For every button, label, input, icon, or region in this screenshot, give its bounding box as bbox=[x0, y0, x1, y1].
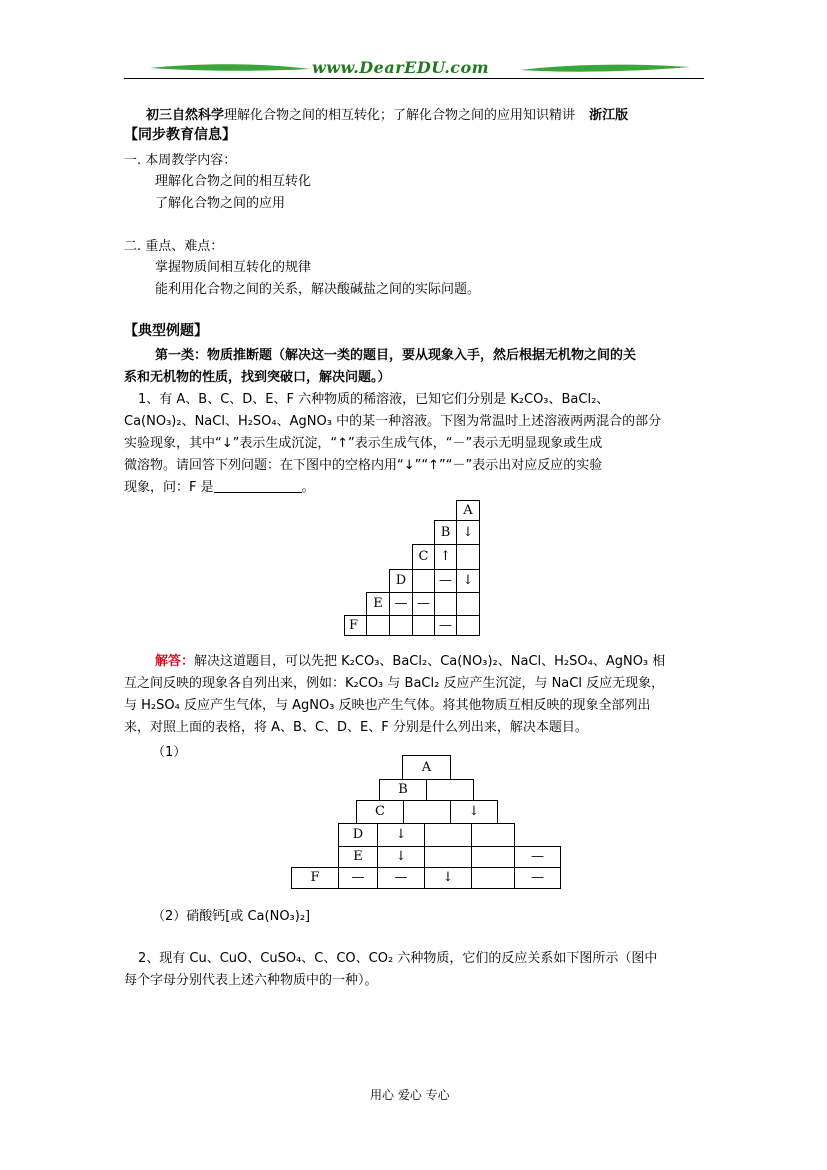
t2-cell-f-4[interactable] bbox=[471, 867, 515, 889]
answer-text-1: 解决这道题目，可以先把 K₂CO₃、BaCl₂、Ca(NO₃)₂、NaCl、H₂SO₄、AgNO₃ 相 bbox=[194, 654, 666, 669]
t2-cell-e-2[interactable] bbox=[424, 846, 472, 868]
part1-item-1: 理解化合物之间的相互转化 bbox=[155, 174, 312, 189]
t2-cell-d-3[interactable] bbox=[471, 823, 515, 847]
q1-line2: Ca(NO₃)₂、NaCl、H₂SO₄、AgNO₃ 中的某一种溶液。下图为常温时上述溶液两两混合的部分 bbox=[124, 414, 662, 429]
section-sync-heading: 【同步教育信息】 bbox=[124, 127, 236, 143]
answer-part1-label: （1） bbox=[152, 745, 187, 760]
answer-part2: （2）硝酸钙[或 Ca(NO₃)₂] bbox=[152, 909, 311, 924]
t1-label-a: A bbox=[456, 500, 480, 521]
t1-cell-d-b: — bbox=[434, 569, 457, 593]
q2-line2: 每个字母分别代表上述六种物质中的一种）。 bbox=[124, 973, 378, 988]
q1-prompt: 现象，问：F 是 bbox=[124, 480, 214, 495]
t2-cell-c-a: ↓ bbox=[450, 800, 498, 824]
page-footer: 用心 爱心 专心 bbox=[370, 1088, 450, 1102]
t2-label-b: B bbox=[379, 779, 427, 801]
t2-cell-c-b[interactable] bbox=[403, 800, 451, 824]
t2-cell-d-2[interactable] bbox=[424, 823, 472, 847]
t2-cell-f-5: — bbox=[514, 867, 561, 889]
category1-line2: 系和无机物的性质，找到突破口，解决问题。） bbox=[124, 370, 391, 385]
q1-line4: 微溶物。请回答下列问题：在下图中的空格内用“↓”“↑”“－”表示出对应反应的实验 bbox=[124, 458, 603, 473]
q1-line3: 实验现象，其中“↓”表示生成沉淀，“↑”表示生成气体，“－”表示无明显现象或生成 bbox=[124, 436, 603, 451]
t2-label-e: E bbox=[338, 846, 378, 868]
part2-heading: 二. 重点、难点： bbox=[124, 239, 224, 254]
answer-label: 解答： bbox=[155, 654, 195, 669]
t1-label-f: F bbox=[344, 615, 367, 636]
t1-cell-e-a[interactable] bbox=[456, 592, 480, 616]
t1-cell-e-d: — bbox=[389, 592, 413, 616]
t2-label-a: A bbox=[402, 755, 451, 780]
t1-cell-f-b: — bbox=[434, 615, 457, 636]
t1-label-e: E bbox=[366, 592, 390, 616]
t1-label-b: B bbox=[434, 520, 457, 545]
t2-cell-f-2: — bbox=[377, 867, 425, 889]
site-logo[interactable]: www.DearEDU.com bbox=[312, 58, 490, 77]
part1-heading: 一. 本周教学内容： bbox=[124, 153, 237, 168]
part1-item-2: 了解化合物之间的应用 bbox=[155, 196, 286, 211]
t1-cell-f-a[interactable] bbox=[456, 615, 480, 636]
t1-label-d: D bbox=[389, 569, 413, 593]
q1-line5 bbox=[124, 476, 315, 495]
part2-item-2: 能利用化合物之间的关系，解决酸碱盐之间的实际问题。 bbox=[155, 282, 481, 297]
answer-line2: 互之间反映的现象各自列出来，例如：K₂CO₃ 与 BaCl₂ 反应产生沉淀，与 NaCl 反应无现象， bbox=[124, 676, 665, 691]
t2-cell-f-3: ↓ bbox=[424, 867, 472, 889]
t2-cell-e-3[interactable] bbox=[471, 846, 515, 868]
q1-blank-end: 。 bbox=[301, 480, 315, 495]
t2-cell-e-1: ↓ bbox=[377, 846, 425, 868]
t2-label-f: F bbox=[291, 867, 339, 889]
q2-line1: 2、现有 Cu、CuO、CuSO₄、C、CO、CO₂ 六种物质，它们的反应关系如下图所示（图中 bbox=[138, 951, 658, 966]
title-subject: 初三自然科学 bbox=[146, 108, 225, 123]
section-examples-heading: 【典型例题】 bbox=[124, 323, 208, 339]
t2-cell-b-a[interactable] bbox=[426, 779, 474, 801]
t2-label-d: D bbox=[338, 823, 378, 847]
t1-cell-f-d[interactable] bbox=[389, 615, 413, 636]
page-title bbox=[146, 104, 628, 123]
t1-cell-d-a: ↓ bbox=[456, 569, 480, 593]
answer-line3: 与 H₂SO₄ 反应产生气体，与 AgNO₃ 反映也产生气体。将其他物质互相反映的现象全部列出 bbox=[124, 698, 651, 713]
t1-label-c: C bbox=[412, 544, 435, 570]
t1-cell-b-a: ↓ bbox=[456, 520, 480, 545]
t2-cell-f-1: — bbox=[338, 867, 378, 889]
t2-label-c: C bbox=[356, 800, 404, 824]
t1-cell-e-c: — bbox=[412, 592, 435, 616]
q1-line1: 1、有 A、B、C、D、E、F 六种物质的稀溶液，已知它们分别是 K₂CO₃、BaCl₂、 bbox=[138, 392, 610, 407]
answer-line4: 来，对照上面的表格，将 A、B、C、D、E、F 分别是什么列出来，解决本题目。 bbox=[124, 720, 588, 735]
category1-line1: 第一类：物质推断题（解决这一类的题目，要从现象入手，然后根据无机物之间的关 bbox=[155, 348, 637, 363]
title-edition: 浙江版 bbox=[589, 108, 629, 123]
header-rule bbox=[124, 78, 704, 79]
answer-line1 bbox=[155, 650, 665, 669]
t1-cell-e-b[interactable] bbox=[434, 592, 457, 616]
t1-cell-f-c[interactable] bbox=[412, 615, 435, 636]
t1-cell-c-a[interactable] bbox=[456, 544, 480, 570]
t2-cell-d-1: ↓ bbox=[377, 823, 425, 847]
t2-cell-e-4: — bbox=[514, 846, 561, 868]
t1-cell-f-e[interactable] bbox=[366, 615, 390, 636]
part2-item-1: 掌握物质间相互转化的规律 bbox=[155, 260, 312, 275]
t1-cell-c-b: ↑ bbox=[434, 544, 457, 570]
t1-cell-d-c[interactable] bbox=[412, 569, 435, 593]
q1-answer-blank[interactable] bbox=[214, 478, 302, 493]
title-text: 理解化合物之间的相互转化；了解化合物之间的应用知识精讲 bbox=[224, 108, 576, 123]
